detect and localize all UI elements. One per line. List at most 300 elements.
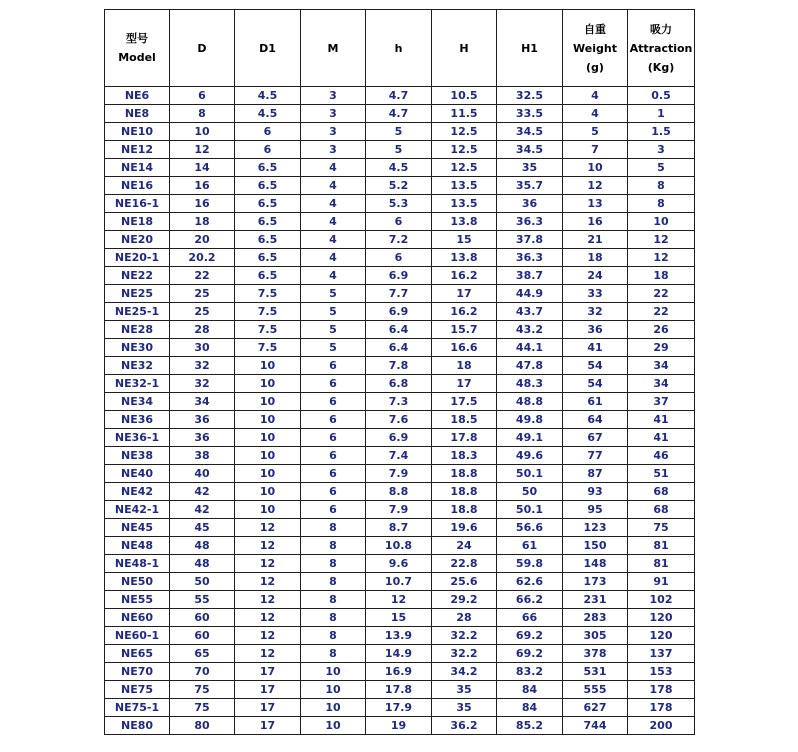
- cell-weight: 67: [563, 429, 628, 447]
- cell-d1: 12: [235, 519, 301, 537]
- cell-h1: 35.7: [497, 177, 563, 195]
- cell-m: 3: [301, 123, 366, 141]
- cell-h1: 49.8: [497, 411, 563, 429]
- table-row: [105, 447, 695, 465]
- cell-h: 18: [432, 357, 497, 375]
- cell-model: NE8: [105, 105, 170, 123]
- cell-model: NE70: [105, 663, 170, 681]
- cell-model: NE36: [105, 411, 170, 429]
- cell-h1: 32.5: [497, 87, 563, 105]
- cell-attraction: 29: [628, 339, 695, 357]
- attraction-header-en: Attraction: [629, 41, 693, 55]
- cell-d1: 7.5: [235, 285, 301, 303]
- cell-h1: 43.2: [497, 321, 563, 339]
- col-header-h1: H1: [497, 10, 563, 87]
- table-row: [105, 231, 695, 249]
- weight-header-unit: (g): [586, 60, 604, 74]
- cell-d1: 6.5: [235, 177, 301, 195]
- cell-d1: 12: [235, 645, 301, 663]
- cell-d: 45: [170, 519, 235, 537]
- cell-h-small: 7.2: [366, 231, 432, 249]
- cell-d: 16: [170, 195, 235, 213]
- cell-h-small: 6.9: [366, 303, 432, 321]
- cell-weight: 61: [563, 393, 628, 411]
- cell-d1: 10: [235, 429, 301, 447]
- cell-d1: 6.5: [235, 249, 301, 267]
- cell-d1: 10: [235, 411, 301, 429]
- cell-h-small: 6.4: [366, 339, 432, 357]
- table-row: [105, 303, 695, 321]
- cell-m: 8: [301, 573, 366, 591]
- cell-h1: 36.3: [497, 249, 563, 267]
- cell-model: NE20: [105, 231, 170, 249]
- cell-attraction: 137: [628, 645, 695, 663]
- table-row: [105, 105, 695, 123]
- cell-h1: 84: [497, 699, 563, 717]
- cell-d1: 10: [235, 357, 301, 375]
- cell-attraction: 91: [628, 573, 695, 591]
- header-row: [105, 10, 695, 87]
- table-row: [105, 411, 695, 429]
- cell-weight: 231: [563, 591, 628, 609]
- cell-d: 18: [170, 213, 235, 231]
- cell-m: 4: [301, 213, 366, 231]
- table-row: [105, 339, 695, 357]
- cell-d1: 7.5: [235, 303, 301, 321]
- table-row: [105, 609, 695, 627]
- cell-attraction: 26: [628, 321, 695, 339]
- cell-d1: 17: [235, 663, 301, 681]
- cell-weight: 13: [563, 195, 628, 213]
- cell-m: 8: [301, 645, 366, 663]
- weight-header-cn: 自重: [584, 22, 606, 36]
- cell-h1: 83.2: [497, 663, 563, 681]
- cell-weight: 87: [563, 465, 628, 483]
- table-row: [105, 519, 695, 537]
- table-row: [105, 627, 695, 645]
- cell-h: 25.6: [432, 573, 497, 591]
- cell-d: 30: [170, 339, 235, 357]
- cell-weight: 21: [563, 231, 628, 249]
- cell-weight: 744: [563, 717, 628, 735]
- cell-d: 70: [170, 663, 235, 681]
- cell-m: 6: [301, 411, 366, 429]
- cell-h1: 47.8: [497, 357, 563, 375]
- cell-h1: 34.5: [497, 123, 563, 141]
- cell-h-small: 6: [366, 249, 432, 267]
- table-row: [105, 285, 695, 303]
- cell-weight: 12: [563, 177, 628, 195]
- cell-h1: 36: [497, 195, 563, 213]
- cell-d: 75: [170, 681, 235, 699]
- cell-h-small: 7.9: [366, 501, 432, 519]
- table-row: [105, 483, 695, 501]
- cell-h: 10.5: [432, 87, 497, 105]
- cell-h: 13.8: [432, 213, 497, 231]
- cell-h-small: 13.9: [366, 627, 432, 645]
- cell-d1: 6.5: [235, 267, 301, 285]
- cell-h-small: 6.8: [366, 375, 432, 393]
- cell-attraction: 68: [628, 483, 695, 501]
- cell-h-small: 9.6: [366, 555, 432, 573]
- cell-model: NE80: [105, 717, 170, 735]
- cell-attraction: 75: [628, 519, 695, 537]
- col-header-h: H: [432, 10, 497, 87]
- table-row: [105, 321, 695, 339]
- cell-attraction: 12: [628, 231, 695, 249]
- cell-h1: 48.3: [497, 375, 563, 393]
- cell-h-small: 4.7: [366, 87, 432, 105]
- cell-model: NE6: [105, 87, 170, 105]
- table-row: [105, 159, 695, 177]
- cell-d1: 6: [235, 141, 301, 159]
- table-row: [105, 357, 695, 375]
- cell-d1: 6.5: [235, 195, 301, 213]
- cell-model: NE20-1: [105, 249, 170, 267]
- cell-model: NE60: [105, 609, 170, 627]
- cell-h1: 36.3: [497, 213, 563, 231]
- table-row: [105, 645, 695, 663]
- cell-h: 18.3: [432, 447, 497, 465]
- cell-h1: 66.2: [497, 591, 563, 609]
- cell-h-small: 19: [366, 717, 432, 735]
- table-row: [105, 537, 695, 555]
- cell-weight: 627: [563, 699, 628, 717]
- cell-weight: 555: [563, 681, 628, 699]
- cell-d: 65: [170, 645, 235, 663]
- cell-m: 6: [301, 375, 366, 393]
- cell-model: NE34: [105, 393, 170, 411]
- cell-model: NE38: [105, 447, 170, 465]
- cell-d1: 10: [235, 393, 301, 411]
- table-row: [105, 663, 695, 681]
- model-header-cn: 型号: [126, 32, 148, 45]
- cell-d1: 12: [235, 555, 301, 573]
- table-row: [105, 87, 695, 105]
- cell-d1: 7.5: [235, 321, 301, 339]
- cell-h: 17: [432, 285, 497, 303]
- cell-weight: 54: [563, 357, 628, 375]
- cell-h: 16.2: [432, 303, 497, 321]
- cell-model: NE32-1: [105, 375, 170, 393]
- cell-h: 36.2: [432, 717, 497, 735]
- cell-d1: 17: [235, 717, 301, 735]
- col-header-attraction: [628, 10, 695, 87]
- cell-weight: 95: [563, 501, 628, 519]
- cell-weight: 10: [563, 159, 628, 177]
- cell-d: 16: [170, 177, 235, 195]
- cell-weight: 173: [563, 573, 628, 591]
- col-header-m: M: [301, 10, 366, 87]
- cell-m: 8: [301, 519, 366, 537]
- cell-h-small: 15: [366, 609, 432, 627]
- cell-attraction: 8: [628, 177, 695, 195]
- cell-h: 17: [432, 375, 497, 393]
- table-row: [105, 501, 695, 519]
- cell-attraction: 68: [628, 501, 695, 519]
- cell-h: 17.8: [432, 429, 497, 447]
- cell-weight: 4: [563, 87, 628, 105]
- cell-model: NE16: [105, 177, 170, 195]
- cell-d: 48: [170, 537, 235, 555]
- cell-attraction: 41: [628, 429, 695, 447]
- cell-h1: 62.6: [497, 573, 563, 591]
- cell-attraction: 22: [628, 285, 695, 303]
- cell-m: 6: [301, 465, 366, 483]
- cell-attraction: 153: [628, 663, 695, 681]
- cell-h: 35: [432, 699, 497, 717]
- cell-h: 19.6: [432, 519, 497, 537]
- cell-h1: 56.6: [497, 519, 563, 537]
- model-header-en: Model: [118, 51, 156, 64]
- table-row: [105, 141, 695, 159]
- cell-weight: 148: [563, 555, 628, 573]
- cell-attraction: 8: [628, 195, 695, 213]
- cell-attraction: 46: [628, 447, 695, 465]
- cell-weight: 4: [563, 105, 628, 123]
- cell-m: 4: [301, 249, 366, 267]
- table-row: [105, 429, 695, 447]
- cell-d: 28: [170, 321, 235, 339]
- cell-d: 6: [170, 87, 235, 105]
- cell-h1: 38.7: [497, 267, 563, 285]
- cell-attraction: 22: [628, 303, 695, 321]
- cell-h1: 69.2: [497, 627, 563, 645]
- cell-model: NE55: [105, 591, 170, 609]
- cell-h-small: 6: [366, 213, 432, 231]
- cell-d1: 17: [235, 699, 301, 717]
- cell-h-small: 7.4: [366, 447, 432, 465]
- cell-h1: 34.5: [497, 141, 563, 159]
- col-header-d1: D1: [235, 10, 301, 87]
- spec-table-body: [105, 87, 695, 735]
- cell-h1: 49.6: [497, 447, 563, 465]
- cell-m: 3: [301, 141, 366, 159]
- cell-d: 32: [170, 375, 235, 393]
- cell-model: NE25: [105, 285, 170, 303]
- cell-h-small: 7.3: [366, 393, 432, 411]
- cell-m: 5: [301, 303, 366, 321]
- cell-m: 4: [301, 231, 366, 249]
- cell-d: 36: [170, 429, 235, 447]
- cell-h-small: 8.7: [366, 519, 432, 537]
- cell-weight: 150: [563, 537, 628, 555]
- cell-h-small: 7.8: [366, 357, 432, 375]
- cell-d: 8: [170, 105, 235, 123]
- cell-h: 12.5: [432, 141, 497, 159]
- table-row: [105, 267, 695, 285]
- cell-model: NE18: [105, 213, 170, 231]
- cell-h1: 50.1: [497, 465, 563, 483]
- cell-weight: 123: [563, 519, 628, 537]
- cell-h: 32.2: [432, 645, 497, 663]
- cell-weight: 305: [563, 627, 628, 645]
- cell-h-small: 17.8: [366, 681, 432, 699]
- cell-weight: 77: [563, 447, 628, 465]
- cell-m: 6: [301, 501, 366, 519]
- table-row: [105, 591, 695, 609]
- cell-attraction: 18: [628, 267, 695, 285]
- cell-h-small: 7.9: [366, 465, 432, 483]
- attraction-header-cn: 吸力: [650, 22, 672, 36]
- cell-h1: 69.2: [497, 645, 563, 663]
- cell-m: 10: [301, 663, 366, 681]
- cell-h-small: 4.5: [366, 159, 432, 177]
- col-header-d: D: [170, 10, 235, 87]
- cell-d1: 6: [235, 123, 301, 141]
- cell-h1: 37.8: [497, 231, 563, 249]
- cell-d: 22: [170, 267, 235, 285]
- cell-d: 75: [170, 699, 235, 717]
- cell-h1: 33.5: [497, 105, 563, 123]
- cell-d: 12: [170, 141, 235, 159]
- weight-header-en: Weight: [573, 41, 617, 55]
- cell-d1: 12: [235, 591, 301, 609]
- cell-h: 11.5: [432, 105, 497, 123]
- cell-h-small: 14.9: [366, 645, 432, 663]
- cell-attraction: 0.5: [628, 87, 695, 105]
- cell-model: NE25-1: [105, 303, 170, 321]
- cell-h-small: 5.3: [366, 195, 432, 213]
- table-row: [105, 681, 695, 699]
- cell-attraction: 81: [628, 555, 695, 573]
- cell-model: NE28: [105, 321, 170, 339]
- table-row: [105, 375, 695, 393]
- cell-attraction: 178: [628, 681, 695, 699]
- cell-d1: 7.5: [235, 339, 301, 357]
- cell-d: 10: [170, 123, 235, 141]
- cell-d: 55: [170, 591, 235, 609]
- col-header-model: [105, 10, 170, 87]
- cell-weight: 24: [563, 267, 628, 285]
- cell-h-small: 7.7: [366, 285, 432, 303]
- cell-m: 8: [301, 609, 366, 627]
- table-row: [105, 465, 695, 483]
- cell-h: 24: [432, 537, 497, 555]
- cell-model: NE14: [105, 159, 170, 177]
- cell-d: 25: [170, 303, 235, 321]
- cell-h-small: 10.8: [366, 537, 432, 555]
- cell-weight: 93: [563, 483, 628, 501]
- cell-h-small: 10.7: [366, 573, 432, 591]
- cell-model: NE36-1: [105, 429, 170, 447]
- cell-h-small: 8.8: [366, 483, 432, 501]
- table-row: [105, 177, 695, 195]
- cell-d1: 6.5: [235, 231, 301, 249]
- table-row: [105, 717, 695, 735]
- attraction-header-unit: (Kg): [647, 60, 675, 74]
- cell-m: 4: [301, 267, 366, 285]
- cell-attraction: 12: [628, 249, 695, 267]
- cell-h-small: 7.6: [366, 411, 432, 429]
- cell-h: 15: [432, 231, 497, 249]
- cell-model: NE50: [105, 573, 170, 591]
- cell-h1: 61: [497, 537, 563, 555]
- cell-h-small: 6.9: [366, 267, 432, 285]
- cell-attraction: 10: [628, 213, 695, 231]
- cell-model: NE45: [105, 519, 170, 537]
- cell-h: 18.5: [432, 411, 497, 429]
- cell-h-small: 12: [366, 591, 432, 609]
- cell-h1: 85.2: [497, 717, 563, 735]
- cell-model: NE32: [105, 357, 170, 375]
- cell-weight: 64: [563, 411, 628, 429]
- cell-h1: 48.8: [497, 393, 563, 411]
- cell-m: 5: [301, 321, 366, 339]
- cell-h1: 84: [497, 681, 563, 699]
- cell-h: 13.8: [432, 249, 497, 267]
- cell-m: 6: [301, 483, 366, 501]
- cell-m: 4: [301, 177, 366, 195]
- cell-h1: 49.1: [497, 429, 563, 447]
- cell-d1: 10: [235, 465, 301, 483]
- cell-h-small: 5: [366, 123, 432, 141]
- cell-d: 38: [170, 447, 235, 465]
- cell-d: 60: [170, 627, 235, 645]
- cell-model: NE42: [105, 483, 170, 501]
- cell-m: 6: [301, 393, 366, 411]
- cell-h: 18.8: [432, 465, 497, 483]
- cell-d1: 6.5: [235, 213, 301, 231]
- cell-h-small: 4.7: [366, 105, 432, 123]
- cell-m: 8: [301, 537, 366, 555]
- cell-weight: 16: [563, 213, 628, 231]
- cell-h: 22.8: [432, 555, 497, 573]
- cell-h1: 50: [497, 483, 563, 501]
- cell-m: 3: [301, 87, 366, 105]
- cell-d1: 4.5: [235, 87, 301, 105]
- cell-m: 4: [301, 159, 366, 177]
- cell-d1: 10: [235, 447, 301, 465]
- cell-attraction: 81: [628, 537, 695, 555]
- cell-attraction: 41: [628, 411, 695, 429]
- cell-weight: 7: [563, 141, 628, 159]
- cell-h: 16.6: [432, 339, 497, 357]
- cell-m: 10: [301, 681, 366, 699]
- cell-d1: 10: [235, 483, 301, 501]
- cell-d: 32: [170, 357, 235, 375]
- cell-attraction: 5: [628, 159, 695, 177]
- cell-h-small: 6.4: [366, 321, 432, 339]
- cell-h-small: 6.9: [366, 429, 432, 447]
- cell-model: NE75-1: [105, 699, 170, 717]
- table-row: [105, 699, 695, 717]
- cell-m: 6: [301, 357, 366, 375]
- cell-h: 16.2: [432, 267, 497, 285]
- cell-attraction: 200: [628, 717, 695, 735]
- cell-d: 34: [170, 393, 235, 411]
- cell-h: 13.5: [432, 195, 497, 213]
- cell-d: 20: [170, 231, 235, 249]
- cell-m: 5: [301, 339, 366, 357]
- cell-h-small: 17.9: [366, 699, 432, 717]
- col-header-h-small: h: [366, 10, 432, 87]
- cell-h1: 44.1: [497, 339, 563, 357]
- cell-m: 6: [301, 447, 366, 465]
- cell-d: 42: [170, 483, 235, 501]
- cell-attraction: 102: [628, 591, 695, 609]
- cell-d1: 12: [235, 627, 301, 645]
- cell-h-small: 5: [366, 141, 432, 159]
- cell-attraction: 51: [628, 465, 695, 483]
- cell-attraction: 1.5: [628, 123, 695, 141]
- table-row: [105, 213, 695, 231]
- table-row: [105, 555, 695, 573]
- cell-m: 3: [301, 105, 366, 123]
- cell-model: NE42-1: [105, 501, 170, 519]
- cell-h: 17.5: [432, 393, 497, 411]
- cell-model: NE10: [105, 123, 170, 141]
